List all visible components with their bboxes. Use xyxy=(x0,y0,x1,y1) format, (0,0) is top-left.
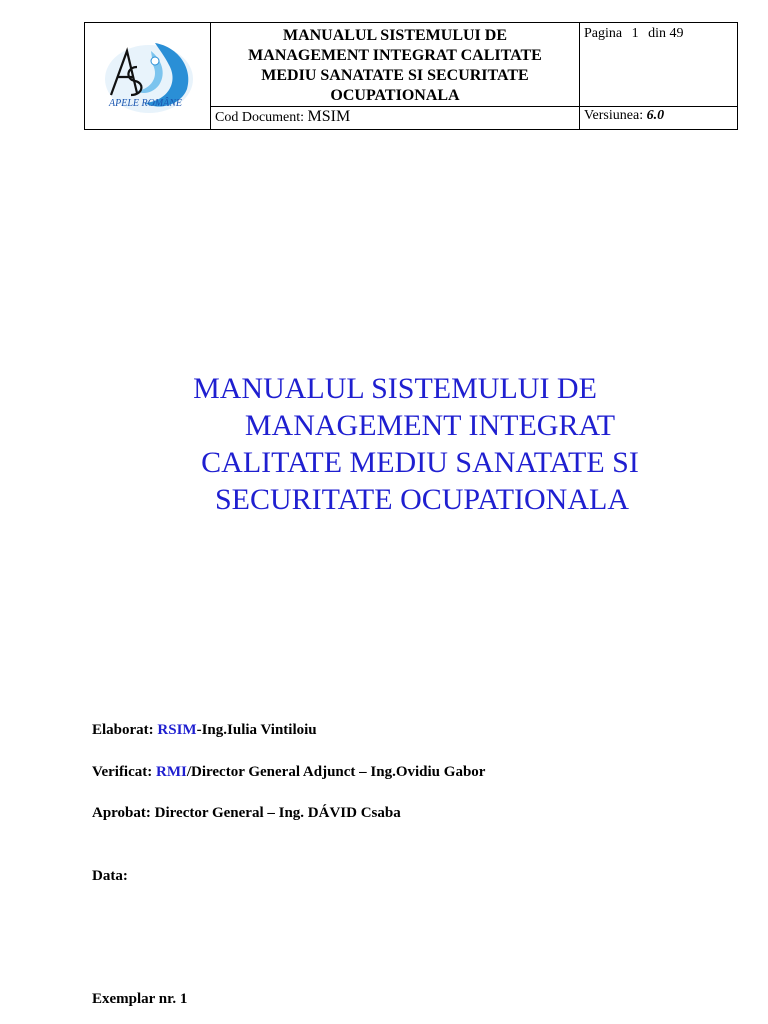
verificat-name: /Director General Adjunct – Ing.Ovidiu Gabor xyxy=(186,764,486,780)
header-title-line: MEDIU SANATATE SI SECURITATE xyxy=(261,67,529,84)
aprobat-line: Aprobat: Director General – Ing. DÁVID Csaba xyxy=(92,805,401,821)
data-line: Data: xyxy=(92,868,128,884)
document-header-table xyxy=(84,22,738,130)
exemplar-line: Exemplar nr. 1 xyxy=(92,991,188,1007)
elaborat-role: RSIM xyxy=(157,722,197,738)
verificat-label: Verificat: xyxy=(92,764,153,780)
elaborat-line xyxy=(92,722,317,739)
code-value: MSIM xyxy=(307,108,351,125)
logo-cell xyxy=(85,23,211,130)
page-info-cell xyxy=(580,23,738,107)
apele-romane-logo xyxy=(85,23,210,129)
main-title-line: MANUALUL SISTEMULUI DE xyxy=(193,372,597,405)
main-title-line: MANAGEMENT INTEGRAT xyxy=(244,409,616,442)
document-code-cell xyxy=(211,107,580,130)
version-value: 6.0 xyxy=(646,108,665,123)
page-number: 1 xyxy=(631,26,639,41)
verificat-role: RMI xyxy=(156,764,187,780)
page-total: din 49 xyxy=(648,26,684,41)
header-title-line: MANUALUL SISTEMULUI DE xyxy=(282,27,508,44)
logo-caption: APELE ROMÂNE xyxy=(109,98,183,109)
page-label: Pagina xyxy=(584,26,623,41)
main-title-line: SECURITATE OCUPATIONALA xyxy=(214,483,629,516)
elaborat-label: Elaborat: xyxy=(92,722,154,738)
code-label: Cod Document: xyxy=(215,110,305,125)
elaborat-name: -Ing.Iulia Vintiloiu xyxy=(196,722,317,738)
main-title xyxy=(130,370,730,518)
version-cell xyxy=(580,107,738,130)
main-title-line: CALITATE MEDIU SANATATE SI xyxy=(201,446,639,479)
verificat-line xyxy=(92,764,485,781)
version-label: Versiunea: xyxy=(584,108,644,123)
header-title-line: OCUPATIONALA xyxy=(330,87,460,104)
header-title-line: MANAGEMENT INTEGRAT CALITATE xyxy=(248,47,542,64)
header-title-cell xyxy=(211,23,580,107)
